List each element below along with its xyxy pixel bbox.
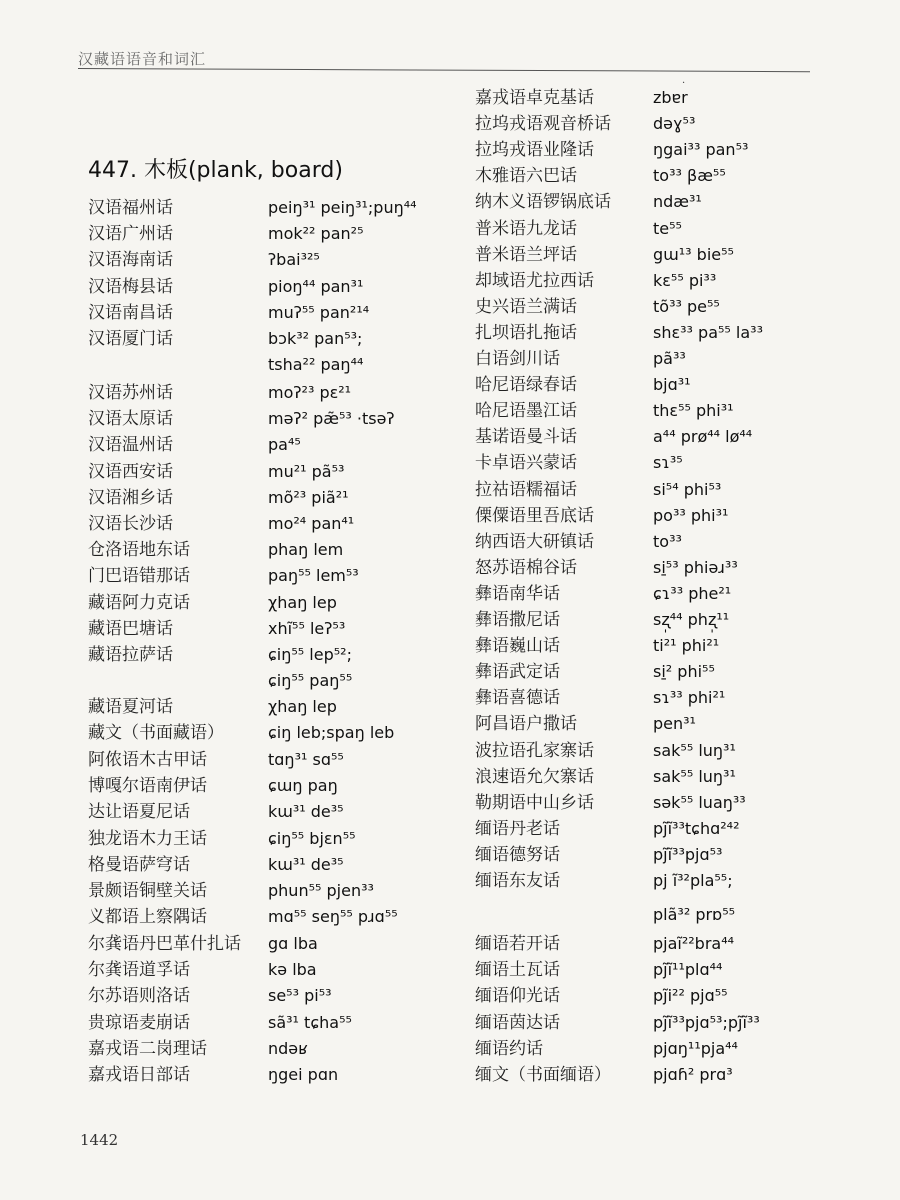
language-name: 缅语德努话 [475,844,560,865]
word-form: məʔ² pæ̃⁵³ ·tsəʔ [268,409,395,429]
language-name: 缅语土瓦话 [475,960,560,981]
language-name: 汉语厦门话 [88,329,173,349]
language-name: 阿昌语户撒话 [475,714,577,735]
word-form: mu²¹ pã⁵³ [268,461,345,481]
language-name: 纳西语大研镇话 [475,531,594,552]
word-form: bjɑ³¹ [653,375,691,395]
word-form: χhaŋ lep [268,697,337,716]
language-name: 藏语夏河话 [88,697,173,717]
language-name: 却域语尤拉西话 [475,270,594,291]
word-form: ɕiŋ leb;spaŋ leb [268,723,395,743]
language-name: 彝语巍山话 [475,636,560,657]
word-form: kɛ⁵⁵ pi³³ [653,270,717,290]
word-form: bɔk³² pan⁵³; [268,329,363,348]
language-name: 阿侬语木古甲话 [88,749,207,770]
word-form: si⁵⁴ phi⁵³ [653,479,722,499]
word-form: moʔ²³ pɛ²¹ [268,383,352,402]
running-header [78,48,810,78]
language-name: 拉坞戎语观音桥话 [475,114,611,135]
language-name: 彝语喜德话 [475,688,560,709]
language-name: 拉坞戎语业隆话 [475,140,594,161]
language-name: 汉语湘乡话 [88,487,173,508]
language-name: 汉语西安话 [88,461,173,482]
word-form: sɿ³⁵ [653,453,683,473]
word-form: mɑ⁵⁵ seŋ⁵⁵ pɹɑ⁵⁵ [268,907,398,927]
language-name: 嘉戎语卓克基话 [475,88,594,108]
word-form: pjɑŋ¹¹pja⁴⁴ [653,1038,738,1058]
language-name: 浪速语允欠寨话 [475,766,594,787]
word-form: mo²⁴ pan⁴¹ [268,514,355,533]
word-form: sak⁵⁵ luŋ³¹ [653,740,736,760]
language-name: 汉语梅县话 [88,276,173,297]
word-form: ɕiŋ⁵⁵ paŋ⁵⁵ [268,671,353,691]
word-form: phun⁵⁵ pjen³³ [268,881,374,901]
word-form: pj̃ĩ³³pjɑ⁵³;pj̃ĩ³³ [653,1012,760,1032]
word-form: mok²² pan²⁵ [268,224,364,244]
word-form: thɛ⁵⁵ phi³¹ [653,401,734,421]
word-form: pj̃i²² pjɑ⁵⁵ [653,986,728,1006]
language-name: 彝语撒尼话 [475,610,560,630]
word-form: pa⁴⁵ [268,435,301,455]
page-number: 1442 [80,1131,119,1149]
word-form: kɯ³¹ de³⁵ [268,854,344,874]
language-name: 汉语长沙话 [88,514,173,534]
language-name: 扎坝语扎拖话 [475,322,577,343]
language-name: 勒期语中山乡话 [475,792,594,813]
language-name: 彝语南华话 [475,583,560,604]
word-form: gɑ lba [268,933,318,953]
word-form: kə lba [268,960,317,979]
word-form: ɕiŋ⁵⁵ lep⁵²; [268,645,352,664]
word-form: pã³³ [653,349,686,368]
language-name: 波拉语孔家寨话 [475,740,594,761]
language-name: 纳木义语锣锅底话 [475,192,611,213]
word-form: si̱² phi⁵⁵ [653,662,715,682]
running-header-title: 汉藏语语音和词汇 [78,50,207,68]
word-form: plã³² prɒ⁵⁵ [653,905,736,924]
language-name: 藏语阿力克话 [88,592,190,613]
word-form: sʐ̩⁴⁴ phʐ̩¹¹ [653,610,730,629]
language-name: 卡卓语兴蒙话 [475,453,577,474]
word-form: pj̃ĩ¹¹plɑ⁴⁴ [653,960,723,980]
language-name: 尔龚语道孚话 [88,960,190,980]
word-form: ʔbai³²⁵ [268,250,320,270]
language-name: 缅语东友话 [475,871,560,891]
word-form: te⁵⁵ [653,218,682,238]
language-name: 木雅语六巴话 [475,166,577,187]
language-name: 汉语广州话 [88,224,173,245]
language-name: 汉语海南话 [88,250,173,271]
language-name: 义都语上察隅话 [88,907,207,928]
language-name: 拉祜语糯福话 [475,479,577,500]
word-form: pjaĩ²²bra⁴⁴ [653,934,735,953]
language-name: 景颇语铜壁关话 [88,881,207,902]
word-form: kɯ³¹ de³⁵ [268,802,344,822]
language-name: 汉语温州话 [88,435,173,456]
language-name: 缅语约话 [475,1038,543,1059]
word-form: ŋgei pɑn [268,1065,339,1085]
language-name: 藏语巴塘话 [88,618,173,639]
word-form: paŋ⁵⁵ lem⁵³ [268,566,359,586]
word-form: to³³ βæ⁵⁵ [653,166,726,186]
entry-title: 447. 木板(plank, board) [88,158,343,183]
language-name: 藏文（书面藏语） [88,723,224,744]
language-name: 缅语仰光话 [475,986,560,1007]
word-form: zbɐr [653,88,688,107]
language-name: 怒苏语棉谷话 [475,557,577,578]
word-form: tõ³³ pe⁵⁵ [653,296,720,316]
word-form: a⁴⁴ prø⁴⁴ lø⁴⁴ [653,427,753,447]
word-form: xhĩ⁵⁵ leʔ⁵³ [268,618,346,638]
language-name: 格曼语萨穹话 [88,854,190,875]
language-name: 尔龚语丹巴革什扎话 [88,933,241,954]
language-name: 独龙语木力王话 [88,828,207,849]
word-form: ɕɯŋ paŋ [268,775,338,795]
word-form: dəɣ⁵³ [653,114,696,134]
word-form: gɯ¹³ bie⁵⁵ [653,244,734,264]
word-form: phaŋ lem [268,540,344,560]
word-form: shɛ³³ pa⁵⁵ la³³ [653,322,763,342]
word-form: to³³ [653,531,682,551]
language-name: 缅语丹老话 [475,818,560,839]
word-form: ɕiŋ⁵⁵ bjɛn⁵⁵ [268,828,356,848]
word-form: po³³ phi³¹ [653,505,729,525]
word-form: pj̃ĩ³³pjɑ⁵³ [653,844,723,864]
word-form: tɑŋ³¹ sɑ⁵⁵ [268,749,344,769]
word-form: sək⁵⁵ luaŋ³³ [653,792,746,812]
word-form: pj ĩ³²pla⁵⁵; [653,871,733,890]
language-name: 缅语茵达话 [475,1012,560,1033]
word-form: sɿ³³ phi²¹ [653,688,726,708]
word-form: muʔ⁵⁵ pan²¹⁴ [268,302,370,322]
language-name: 白语剑川话 [475,349,560,369]
word-form: tsha²² paŋ⁴⁴ [268,355,364,375]
language-name: 哈尼语墨江话 [475,401,577,422]
word-form: pj̃ĩ³³tɕhɑ²⁴² [653,818,740,838]
language-name: 史兴语兰满话 [475,296,577,317]
word-form: ti²¹ phi²¹ [653,636,720,656]
header-rule [78,68,810,72]
word-form: peiŋ³¹ peiŋ³¹;puŋ⁴⁴ [268,198,417,217]
word-form: pioŋ⁴⁴ pan³¹ [268,276,364,296]
language-name: 仓洛语地东话 [88,540,190,561]
word-form: sã³¹ tɕha⁵⁵ [268,1012,352,1032]
language-name: 博嘎尔语南伊话 [88,775,207,796]
word-form: ŋgai³³ pan⁵³ [653,140,749,160]
word-form: pen³¹ [653,714,696,734]
language-name: 汉语太原话 [88,409,173,430]
word-form: sak⁵⁵ luŋ³¹ [653,766,736,786]
word-form: se⁵³ pi⁵³ [268,986,332,1006]
language-name: 藏语拉萨话 [88,645,173,665]
language-name: 缅语若开话 [475,934,560,954]
language-name: 嘉戎语日部话 [88,1065,190,1086]
word-form: ɕɿ³³ phe²¹ [653,583,732,603]
word-form: ndəʁ [268,1038,308,1058]
word-form: χhaŋ lep [268,592,337,612]
language-name: 傈僳语里吾底话 [475,505,594,526]
language-name: 汉语福州话 [88,198,173,218]
word-form: ndæ³¹ [653,192,702,212]
word-form: pjɑɦ² prɑ³ [653,1065,733,1084]
language-name: 缅文（书面缅语） [475,1065,611,1085]
language-name: 彝语武定话 [475,662,560,683]
language-name: 基诺语曼斗话 [475,427,577,448]
language-name: 汉语南昌话 [88,302,173,323]
language-name: 哈尼语绿春话 [475,375,577,396]
language-name: 嘉戎语二岗理话 [88,1038,207,1059]
language-name: 贵琼语麦崩话 [88,1012,190,1033]
stray-mark: · [682,78,686,89]
word-form: si̱⁵³ phiəɹ³³ [653,557,738,577]
language-name: 门巴语错那话 [88,566,190,587]
word-form: mõ²³ piã²¹ [268,487,349,507]
language-name: 尔苏语则洛话 [88,986,190,1007]
language-name: 汉语苏州话 [88,383,173,403]
language-name: 达让语夏尼话 [88,802,190,823]
language-name: 普米语兰坪话 [475,244,577,265]
language-name: 普米语九龙话 [475,218,577,239]
